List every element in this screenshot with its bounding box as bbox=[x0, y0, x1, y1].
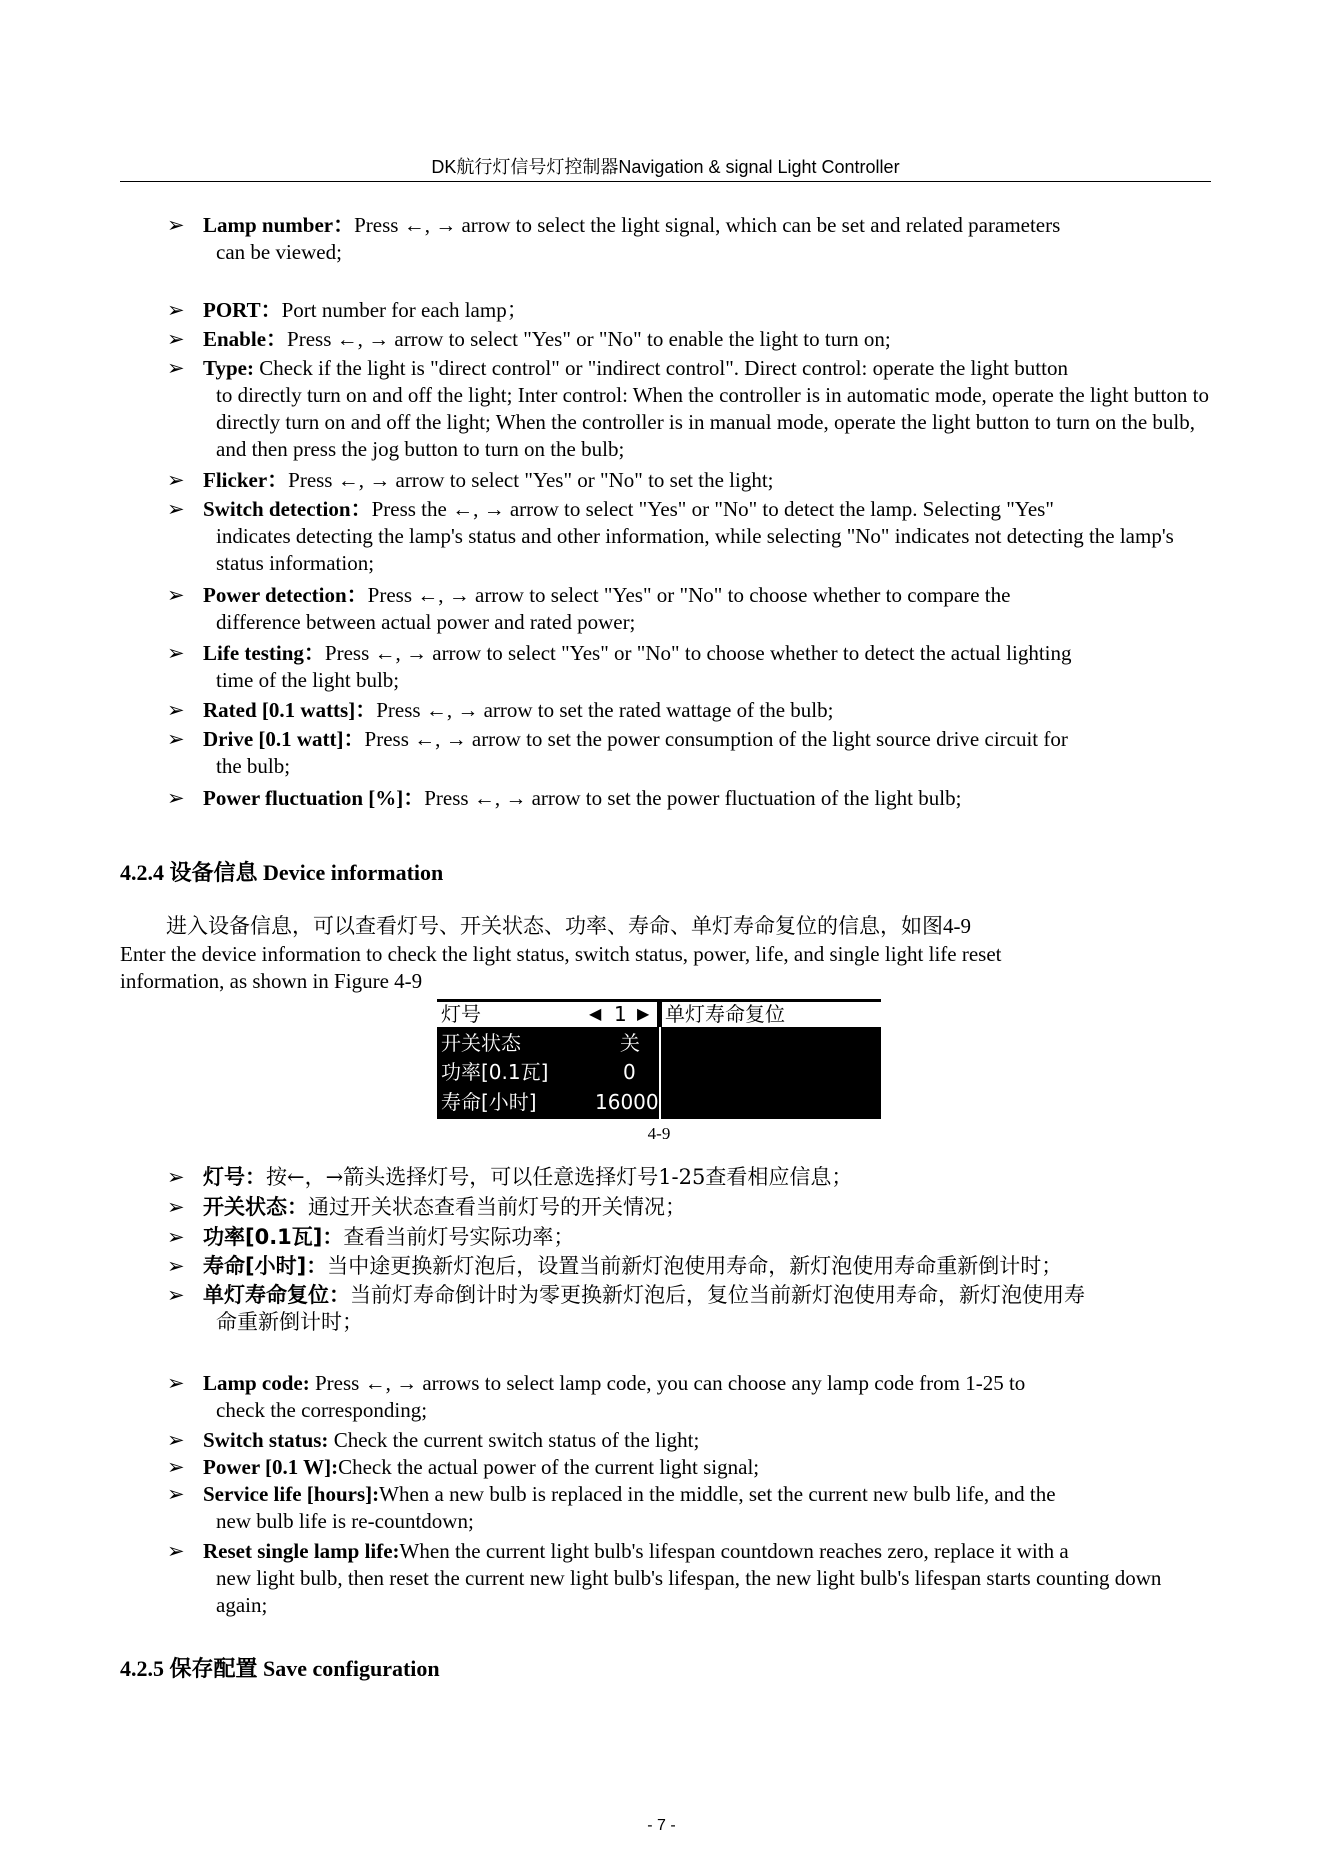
list-item-text bbox=[167, 212, 1211, 266]
arrow-bullet-icon: ➢ bbox=[167, 1254, 185, 1278]
list-item-text bbox=[167, 1282, 1211, 1336]
arrow-bullet-icon: ➢ bbox=[167, 727, 185, 751]
list-item bbox=[167, 496, 1211, 577]
arrow-bullet-icon: ➢ bbox=[167, 298, 185, 322]
arrow-bullet-icon: ➢ bbox=[167, 1482, 185, 1506]
list-item bbox=[167, 1427, 1211, 1454]
list-item bbox=[167, 697, 1211, 724]
list-item-term: Life testing： bbox=[203, 641, 325, 665]
list-item-term: Flicker： bbox=[203, 468, 289, 492]
list-item-description: Press ←, → arrow to select "Yes" or "No" to enable the light to turn on; bbox=[287, 327, 891, 351]
intro-cn: 进入设备信息，可以查看灯号、开关状态、功率、寿命、单灯寿命复位的信息，如图4-9 bbox=[166, 914, 971, 938]
page-header: DK航行灯信号灯控制器Navigation & signal Light Controller bbox=[431, 157, 900, 177]
list-item-description: Press ←, → arrow to select "Yes" or "No" to set the light; bbox=[288, 468, 774, 492]
screen-divider bbox=[659, 1027, 661, 1119]
list-item-description: When a new bulb is replaced in the middle, set the current new bulb life, and the bbox=[379, 1482, 1056, 1506]
list-item-description: Port number for each lamp； bbox=[281, 298, 528, 322]
list-item-term: Type: bbox=[203, 356, 254, 380]
list-item-description: When the current light bulb's lifespan countdown reaches zero, replace it with a bbox=[399, 1539, 1069, 1563]
list-item-description: 当中途更换新灯泡后，设置当前新灯泡使用寿命，新灯泡使用寿命重新倒计时； bbox=[327, 1254, 1063, 1278]
list-item bbox=[167, 355, 1211, 463]
list-item-text bbox=[167, 1164, 1211, 1191]
list-item-text bbox=[167, 297, 1211, 324]
lamp-value: 1 bbox=[614, 1002, 627, 1026]
list-item bbox=[167, 726, 1211, 780]
list-item bbox=[167, 1481, 1211, 1535]
screen-reset-title bbox=[662, 1002, 881, 1027]
list-item-term: Reset single lamp life: bbox=[203, 1539, 400, 1563]
arrow-bullet-icon: ➢ bbox=[167, 213, 185, 237]
list-item-text bbox=[167, 697, 1211, 724]
list-item-term: Enable： bbox=[203, 327, 288, 351]
list-item-text bbox=[167, 1481, 1211, 1535]
reset-title-text: 单灯寿命复位 bbox=[665, 1002, 785, 1026]
list-item-description: Press ←, → arrow to set the power fluctuation of the light bulb; bbox=[424, 786, 962, 810]
arrow-bullet-icon: ➢ bbox=[167, 1195, 185, 1219]
list-item bbox=[167, 1253, 1211, 1280]
life-label: 寿命[小时] bbox=[441, 1090, 537, 1114]
list-item-description: Press the ←, → arrow to select "Yes" or "No" to detect the lamp. Selecting "Yes" bbox=[371, 497, 1054, 521]
arrow-bullet-icon: ➢ bbox=[167, 641, 185, 665]
intro-en-line2: information, as shown in Figure 4-9 bbox=[120, 969, 423, 993]
list-item bbox=[167, 1454, 1211, 1481]
list-item-description: Check the current switch status of the light; bbox=[328, 1428, 700, 1452]
list-item-text bbox=[167, 785, 1211, 812]
list-item bbox=[167, 640, 1211, 694]
section-number: 4.2.5 bbox=[120, 1656, 170, 1681]
list-item-text bbox=[167, 326, 1211, 353]
list-item-term: Lamp number： bbox=[203, 213, 355, 237]
list-item-continuation: new light bulb, then reset the current new light bulb's lifespan, the new light bulb's lifespan starts counting down again; bbox=[216, 1566, 1162, 1617]
arrow-bullet-icon: ➢ bbox=[167, 1165, 185, 1189]
arrow-bullet-icon: ➢ bbox=[167, 1455, 185, 1479]
list-item-term: Drive [0.1 watt]： bbox=[203, 727, 365, 751]
list-item bbox=[167, 582, 1211, 636]
lamp-label: 灯号 bbox=[441, 1002, 481, 1026]
list-item-continuation: can be viewed; bbox=[216, 240, 342, 264]
arrow-bullet-icon: ➢ bbox=[167, 1283, 185, 1307]
list-item-description: 当前灯寿命倒计时为零更换新灯泡后，复位当前新灯泡使用寿命，新灯泡使用寿 bbox=[350, 1283, 1085, 1307]
arrow-bullet-icon: ➢ bbox=[167, 327, 185, 351]
list-item-text bbox=[167, 1253, 1211, 1280]
arrow-bullet-icon: ➢ bbox=[167, 468, 185, 492]
list-item-text bbox=[167, 1194, 1211, 1221]
section-title-en: Save configuration bbox=[257, 1656, 440, 1681]
list-item bbox=[167, 326, 1211, 353]
list-item-description: Check the actual power of the current light signal; bbox=[338, 1455, 760, 1479]
list-item-text bbox=[167, 726, 1211, 780]
section-number: 4.2.4 bbox=[120, 860, 170, 885]
list-item-text bbox=[167, 467, 1211, 494]
list-item-text bbox=[167, 1538, 1211, 1619]
arrow-bullet-icon: ➢ bbox=[167, 1428, 185, 1452]
life-value: 16000 bbox=[595, 1090, 659, 1114]
header-rule bbox=[120, 181, 1211, 182]
switch-status-value: 关 bbox=[620, 1031, 640, 1055]
list-item-term: 灯号： bbox=[203, 1165, 266, 1189]
list-item-description: Press ←, → arrow to select the light signal, which can be set and related parameters bbox=[354, 213, 1061, 237]
list-item bbox=[167, 1164, 1211, 1191]
arrow-bullet-icon: ➢ bbox=[167, 583, 185, 607]
arrow-bullet-icon: ➢ bbox=[167, 786, 185, 810]
section-title-en: Device information bbox=[257, 860, 444, 885]
power-value: 0 bbox=[623, 1060, 636, 1084]
list-item-description: Press ←, → arrow to set the power consumption of the light source drive circuit for bbox=[364, 727, 1068, 751]
list-item-description: 按←，→箭头选择灯号，可以任意选择灯号1-25查看相应信息； bbox=[266, 1165, 853, 1189]
list-item-term: Rated [0.1 watts]： bbox=[203, 698, 377, 722]
chevron-right-icon: ▶ bbox=[637, 1004, 650, 1023]
list-item-term: Switch status: bbox=[203, 1428, 329, 1452]
list-item bbox=[167, 1194, 1211, 1221]
list-item bbox=[167, 1370, 1211, 1424]
section-heading-save-config bbox=[120, 1652, 440, 1683]
arrow-bullet-icon: ➢ bbox=[167, 698, 185, 722]
list-item-text bbox=[167, 1454, 1211, 1481]
list-item bbox=[167, 1538, 1211, 1619]
list-item-continuation: check the corresponding; bbox=[216, 1398, 428, 1422]
switch-status-label: 开关状态 bbox=[441, 1031, 521, 1055]
list-item-description: Press ←, → arrow to select "Yes" or "No" to choose whether to detect the actual lighting bbox=[324, 641, 1072, 665]
list-item-term: Power fluctuation [%]： bbox=[203, 786, 425, 810]
section-title-cn: 设备信息 bbox=[169, 861, 258, 886]
chevron-left-icon: ◀ bbox=[589, 1004, 602, 1023]
list-item-text bbox=[167, 1370, 1211, 1424]
list-item-term: 单灯寿命复位： bbox=[203, 1283, 350, 1307]
section-title-cn: 保存配置 bbox=[169, 1657, 258, 1682]
power-label: 功率[0.1瓦] bbox=[441, 1060, 549, 1084]
screen-row-lamp bbox=[437, 1002, 657, 1027]
list-item-term: 功率[0.1瓦]： bbox=[203, 1225, 344, 1249]
list-item-text bbox=[167, 1427, 1211, 1454]
list-item bbox=[167, 467, 1211, 494]
list-item bbox=[167, 297, 1211, 324]
list-item-description: 查看当前灯号实际功率； bbox=[343, 1225, 575, 1249]
list-item bbox=[167, 212, 1211, 266]
list-item-description: 通过开关状态查看当前灯号的开关情况； bbox=[308, 1195, 686, 1219]
list-item-continuation: new bulb life is re-countdown; bbox=[216, 1509, 474, 1533]
list-item-description: Check if the light is "direct control" or "indirect control". Direct control: operate the light button bbox=[253, 356, 1068, 380]
list-item-text bbox=[167, 1224, 1211, 1251]
list-item-description: Press ←, → arrow to set the rated wattage of the bulb; bbox=[376, 698, 834, 722]
list-item-continuation: time of the light bulb; bbox=[216, 668, 400, 692]
list-item-continuation: to directly turn on and off the light; Inter control: When the controller is in automatic mode, operate the light button to directly turn on and off the light; When the controller is in manual mode, operate the light button to turn on the bulb, and then press the jog button to turn on the bulb; bbox=[216, 383, 1209, 461]
intro-en-line1: Enter the device information to check the light status, switch status, power, life, and single light life reset bbox=[120, 942, 1002, 966]
list-item bbox=[167, 785, 1211, 812]
list-item-term: Lamp code: bbox=[203, 1371, 310, 1395]
list-item-continuation: difference between actual power and rated power; bbox=[216, 610, 636, 634]
list-item-term: 开关状态： bbox=[203, 1195, 308, 1219]
list-item-term: Power detection： bbox=[203, 583, 368, 607]
device-info-screen bbox=[437, 999, 881, 1119]
list-item-term: Switch detection： bbox=[203, 497, 372, 521]
list-item-term: PORT： bbox=[203, 298, 282, 322]
section-heading-device-info bbox=[120, 856, 443, 887]
list-item-term: 寿命[小时]： bbox=[203, 1254, 328, 1278]
list-item-continuation: indicates detecting the lamp's status and other information, while selecting "No" indicates not detecting the lamp's status information; bbox=[216, 524, 1174, 575]
list-item-continuation: the bulb; bbox=[216, 754, 291, 778]
list-item bbox=[167, 1224, 1211, 1251]
list-item-text bbox=[167, 496, 1211, 577]
list-item bbox=[167, 1282, 1211, 1336]
arrow-bullet-icon: ➢ bbox=[167, 356, 185, 380]
figure-caption: 4-9 bbox=[647, 1124, 671, 1143]
list-item-text bbox=[167, 640, 1211, 694]
list-item-continuation: 命重新倒计时； bbox=[216, 1310, 363, 1334]
list-item-text bbox=[167, 355, 1211, 463]
arrow-bullet-icon: ➢ bbox=[167, 497, 185, 521]
list-item-description: Press ←, → arrows to select lamp code, you can choose any lamp code from 1-25 to bbox=[309, 1371, 1026, 1395]
arrow-bullet-icon: ➢ bbox=[167, 1225, 185, 1249]
list-item-term: Power [0.1 W]: bbox=[203, 1455, 339, 1479]
list-item-description: Press ←, → arrow to select "Yes" or "No" to choose whether to compare the bbox=[367, 583, 1011, 607]
list-item-text bbox=[167, 582, 1211, 636]
arrow-bullet-icon: ➢ bbox=[167, 1371, 185, 1395]
page-number: - 7 - bbox=[647, 1817, 676, 1834]
arrow-bullet-icon: ➢ bbox=[167, 1539, 185, 1563]
list-item-term: Service life [hours]: bbox=[203, 1482, 380, 1506]
